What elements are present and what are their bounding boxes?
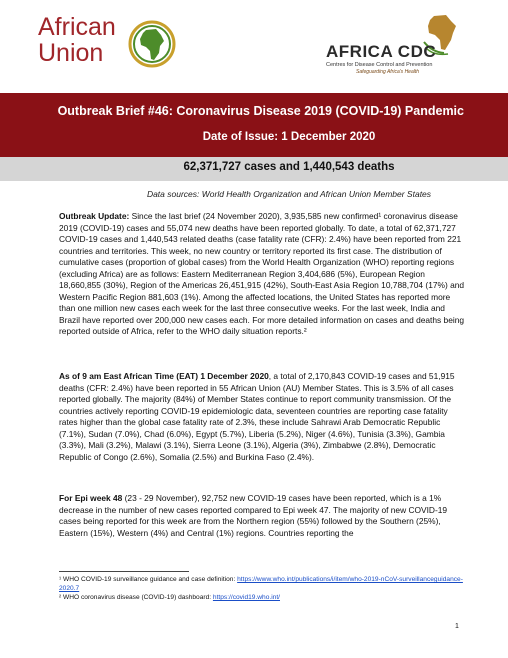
paragraph-heading: As of 9 am East African Time (EAT) 1 December 2020 — [59, 371, 269, 381]
brief-title: Outbreak Brief #46: Coronavirus Disease 2019 (COVID-19) Pandemic — [57, 104, 464, 118]
footnote-link[interactable]: https://www.who.int/publications/i/item/who-2019-nCoV-surveillanceguidance-2020.7 — [59, 576, 463, 592]
au-emblem-icon — [126, 18, 178, 70]
page-number: 1 — [455, 623, 459, 630]
au-logo-text — [38, 13, 116, 67]
data-sources: Data sources: World Health Organization and African Union Member States — [146, 189, 432, 199]
africa-cdc-logo — [326, 12, 476, 82]
au-logo-line2: Union — [38, 39, 104, 67]
outbreak-update-paragraph — [59, 211, 465, 338]
title-banner — [0, 93, 508, 157]
footnotes — [59, 575, 479, 602]
footnote-mark: ¹ — [59, 576, 62, 583]
paragraph-text: (23 - 29 November), 92,752 new COVID-19 cases have been reported, which is a 1% decrease in the number of new cases reported compared to Epi week 47. The majority of new COVID-19 cases being reported for this week are from the Northern region (55%) followed by the Southern (25%), Eastern (15%), Western (4%) and Central (1%) regions. Countries reporting the — [59, 493, 448, 538]
footnote-mark: ² — [59, 594, 62, 601]
paragraph-text: , a total of 2,170,843 COVID-19 cases and 51,915 deaths (CFR: 2.4%) have been reported in 55 African Union (AU) Member States. This is 3.5% of all cases reported globally. The majority (84%) of Member States continue to report community transmission. Of the countries actively reporting COVID-19 epidemiologic data, seventeen countries are reporting case fatality rates higher than the global case fatality rate of 2.3%, these include Sahrawi Arab Democratic Republic (7.1%), Sudan (7.0%), Chad (6.0%), Egypt (5.7%), Liberia (5.2%), Niger (4.6%), Tunisia (3.3%), Gambia (3.3%), Mali (3.2%), Malawi (3.1%), Sierra Leone (3.1%), Algeria (3%), Zimbabwe (2.8%), Democratic Republic of Congo (2.6%), Somalia (2.5%) and Burkina Faso (2.4%). — [59, 371, 455, 462]
footnote-text: WHO coronavirus disease (COVID-19) dashboard: — [61, 594, 213, 601]
document-header — [0, 0, 508, 92]
africa-cdc-subtitle: Centres for Disease Control and Prevention — [326, 62, 433, 68]
summary-bar — [0, 157, 508, 181]
paragraph-text: Since the last brief (24 November 2020), 3,935,585 new confirmed¹ coronavirus disease 2019 (COVID-19) cases and 55,074 new deaths have been reported globally. To date, a total of 62,371,727 COVID-19 cases and 1,440,543 related deaths (case fatality rate (CFR): 2.4%) have been reported from 221 countries and territories. This week, no new country or territory reported its first case. The distribution of cumulative cases (proportion of global cases) from the World Health Organization (WHO) reporting regions (excluding Africa) are as follows: Eastern Mediterranean Region 3,404,686 (5%), European Region 18,660,855 (30%), Region of the Americas 26,451,915 (42%), South-East Asia Region 10,788,704 (17%) and Western Pacific Region 881,603 (1%). Among the affected locations, the United States has reported more than one million new cases each week for the last three consecutive weeks. For the last week, India and Brazil have reported over 200,000 new cases each. For more detailed information on cases and deaths being reported outside of Africa, refer to the WHO daily situation reports.² — [59, 211, 465, 336]
footnote-text: WHO COVID-19 surveillance guidance and case definition: — [61, 576, 238, 583]
epi-week-paragraph — [59, 493, 465, 539]
footnote-1 — [59, 575, 479, 593]
paragraph-heading: Outbreak Update: — [59, 211, 130, 221]
issue-date: Date of Issue: 1 December 2020 — [202, 131, 376, 143]
africa-cdc-title: AFRICA CDC — [326, 42, 437, 61]
au-logo-line1: African — [38, 13, 116, 41]
footnote-link[interactable]: https://covid19.who.int/ — [212, 594, 280, 601]
africa-cdc-tagline: Safeguarding Africa's Health — [356, 69, 420, 75]
paragraph-heading: For Epi week 48 — [59, 493, 123, 503]
footnote-2 — [59, 593, 479, 602]
african-union-logo — [38, 14, 178, 74]
africa-status-paragraph — [59, 371, 465, 463]
footnote-divider — [59, 571, 189, 572]
summary-text: 62,371,727 cases and 1,440,543 deaths — [183, 161, 395, 173]
